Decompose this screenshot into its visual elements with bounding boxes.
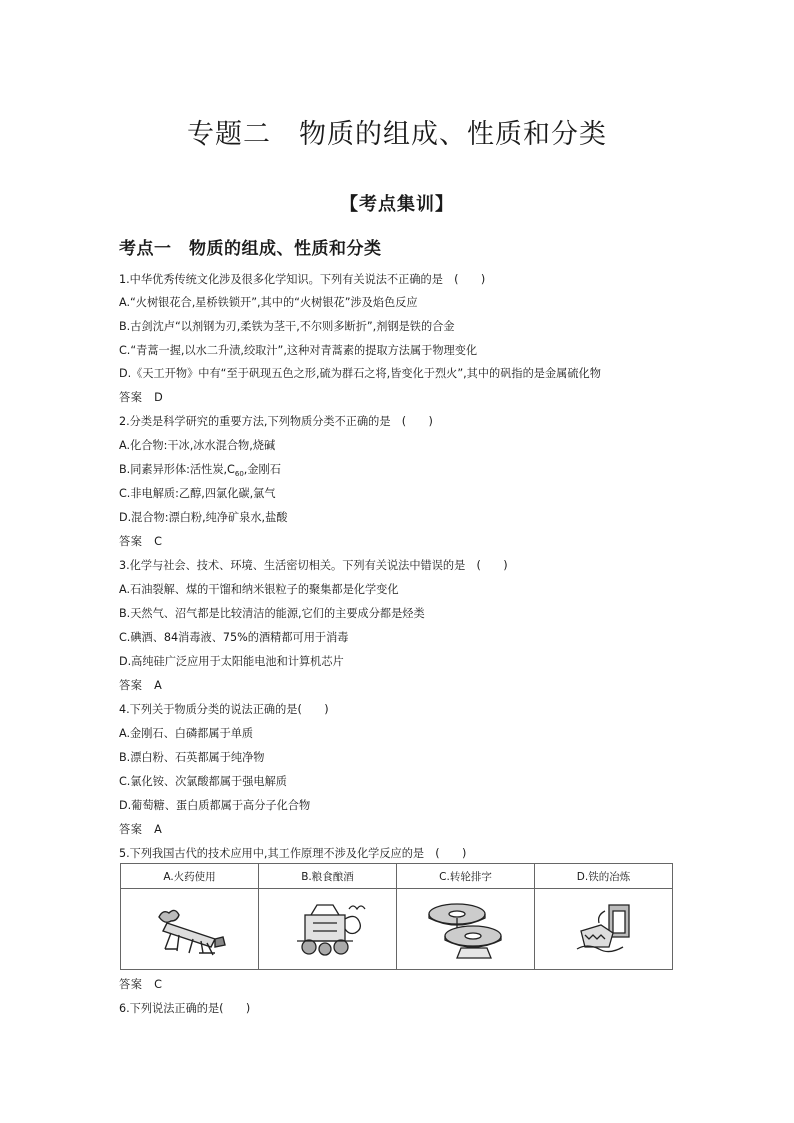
question-4-option-d: D.葡萄糖、蛋白质都属于高分子化合物 xyxy=(119,799,311,812)
gunpowder-cannon-illustration xyxy=(145,899,235,959)
section-heading: 【考点集训】 xyxy=(340,194,454,215)
question-2-option-d: D.混合物:漂白粉,纯净矿泉水,盐酸 xyxy=(119,511,288,524)
question-2-option-b-tail: ,金刚石 xyxy=(243,463,281,476)
question-4-option-a: A.金刚石、白磷都属于单质 xyxy=(119,727,254,740)
question-2-option-c: C.非电解质:乙醇,四氯化碳,氯气 xyxy=(119,487,276,500)
question-1-answer: 答案 D xyxy=(119,391,164,404)
question-3-option-a: A.石油裂解、煤的干馏和纳米银粒子的聚集都是化学变化 xyxy=(119,583,399,596)
table-cell-a xyxy=(121,889,259,970)
question-3-stem: 3.化学与社会、技术、环境、生活密切相关。下列有关说法中错误的是 ( ) xyxy=(119,559,508,572)
question-2-answer: 答案 C xyxy=(119,535,163,548)
question-1-option-c: C.“青蒿一握,以水二升渍,绞取汁”,这种对青蒿素的提取方法属于物理变化 xyxy=(119,344,478,357)
question-3-answer: 答案 A xyxy=(119,679,163,692)
question-1-option-a: A.“火树银花合,星桥铁锁开”,其中的“火树银花”涉及焰色反应 xyxy=(119,296,418,309)
question-3-option-b: B.天然气、沼气都是比较清洁的能源,它们的主要成分都是烃类 xyxy=(119,607,425,620)
table-cell-d xyxy=(535,889,673,970)
question-1-stem: 1.中华优秀传统文化涉及很多化学知识。下列有关说法不正确的是 ( ) xyxy=(119,273,486,286)
subscript-60: 60 xyxy=(234,470,244,479)
question-1-option-d: D.《天工开物》中有“至于矾现五色之形,硫为群石之将,皆变化于烈火”,其中的矾指的是金属硫化物 xyxy=(119,367,601,380)
iron-smelting-furnace-illustration xyxy=(559,897,649,961)
question-6-stem: 6.下列说法正确的是( ) xyxy=(119,1002,251,1015)
table-header-c: C.转轮排字 xyxy=(397,864,535,889)
table-cell-b xyxy=(259,889,397,970)
question-3-option-d: D.高纯硅广泛应用于太阳能电池和计算机芯片 xyxy=(119,655,344,668)
question-5-stem: 5.下列我国古代的技术应用中,其工作原理不涉及化学反应的是 ( ) xyxy=(119,847,467,860)
question-4-stem: 4.下列关于物质分类的说法正确的是( ) xyxy=(119,703,329,716)
table-cell-c xyxy=(397,889,535,970)
question-4-option-b: B.漂白粉、石英都属于纯净物 xyxy=(119,751,265,764)
question-5-answer: 答案 C xyxy=(119,978,163,991)
table-header-a: A.火药使用 xyxy=(121,864,259,889)
question-1-option-b: B.古剑沈卢“以剂钢为刃,柔铁为茎干,不尔则多断折”,剂钢是铁的合金 xyxy=(119,320,455,333)
table-header-d: D.铁的冶炼 xyxy=(535,864,673,889)
subsection-heading: 考点一 物质的组成、性质和分类 xyxy=(119,239,382,259)
question-2-stem: 2.分类是科学研究的重要方法,下列物质分类不正确的是 ( ) xyxy=(119,415,433,428)
question-5-figure-table xyxy=(120,863,673,970)
question-2-option-b xyxy=(119,463,281,481)
rotating-type-wheels-illustration xyxy=(421,894,511,964)
question-2-option-b-text: B.同素异形体:活性炭,C xyxy=(119,463,235,476)
table-header-b: B.粮食酿酒 xyxy=(259,864,397,889)
page-title: 专题二 物质的组成、性质和分类 xyxy=(187,119,607,150)
question-4-answer: 答案 A xyxy=(119,823,163,836)
grain-fermentation-illustration xyxy=(283,897,373,961)
question-3-option-c: C.碘酒、84消毒液、75%的酒精都可用于消毒 xyxy=(119,631,349,644)
question-4-option-c: C.氯化铵、次氯酸都属于强电解质 xyxy=(119,775,287,788)
question-2-option-a: A.化合物:干冰,冰水混合物,烧碱 xyxy=(119,439,276,452)
